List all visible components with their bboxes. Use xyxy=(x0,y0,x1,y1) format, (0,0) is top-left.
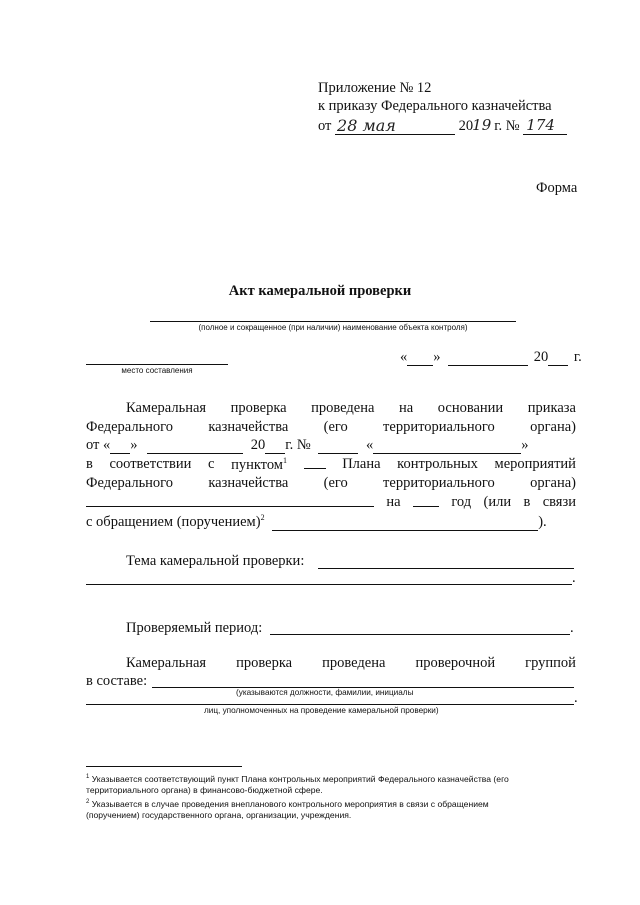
group-members-line-2 xyxy=(86,704,574,705)
para1-line4: в соответствии с пунктом$^1$ Плана контрольных мероприятий xyxy=(86,456,576,473)
para1-line6: на год (или в связи xyxy=(86,494,576,511)
para1-line1: Камеральная проверка проведена на основании приказа xyxy=(126,400,576,416)
handwritten-year: 19 xyxy=(472,116,492,134)
object-name-line xyxy=(150,321,516,322)
footnote-1: $^1$ Указывается соответствующий пункт Плана контрольных мероприятий Федерального казначейства (его территориального органа) в финансово-бюджетной сфере. xyxy=(86,773,509,795)
handwritten-number: 174 xyxy=(526,116,555,134)
document-title: Акт камеральной проверки xyxy=(228,283,412,299)
para1-line5: Федерального казначейства (его территориального органа) xyxy=(86,475,576,491)
order-reference: к приказу Федерального казначейства xyxy=(318,98,552,114)
group-line2: в составе: xyxy=(86,673,148,689)
topic-end: . xyxy=(572,570,576,586)
footnote-separator xyxy=(86,766,242,767)
object-caption: (полное и сокращенное (при наличии) наименование объекта контроля) xyxy=(198,323,468,332)
from-label: от xyxy=(318,118,332,134)
para1-line2: Федерального казначейства (его территориального органа) xyxy=(86,419,576,435)
order-date-line xyxy=(318,116,567,135)
form-label: Форма xyxy=(536,180,578,196)
place-caption: место составления xyxy=(121,366,193,375)
topic-label: Тема камеральной проверки: xyxy=(126,553,305,569)
topic-line-1 xyxy=(318,568,574,569)
group-end: . xyxy=(574,690,578,706)
topic-line-2 xyxy=(86,584,572,585)
period-label: Проверяемый период: xyxy=(126,620,263,636)
period-end: . xyxy=(570,620,574,636)
appendix-number: Приложение № 12 xyxy=(318,80,432,96)
para1-line3: от « » 20 г. № « » xyxy=(86,437,529,453)
para1-line7: с обращением (поручением)$^2$ ). xyxy=(86,513,547,530)
place-line xyxy=(86,364,228,365)
compile-date: « » 20 г. xyxy=(400,349,582,365)
handwritten-date: 28 мая xyxy=(337,116,396,135)
footnote-2: $^2$ Указывается в случае проведения внепланового контрольного мероприятия в связи с обращением (поручением) государственного органа, организации, учреждения. xyxy=(86,798,489,820)
group-caption-2: лиц, уполномоченных на проведение камеральной проверки) xyxy=(204,706,439,715)
order-date-field xyxy=(335,116,427,135)
period-line xyxy=(270,634,570,635)
year-prefix: 20 xyxy=(458,118,474,134)
order-number-field xyxy=(523,116,567,135)
year-suffix-number: г. № xyxy=(494,118,520,134)
group-line1: Камеральная проверка проведена проверочной группой xyxy=(126,655,576,671)
group-caption-1: (указываются должности, фамилии, инициалы xyxy=(236,688,414,697)
